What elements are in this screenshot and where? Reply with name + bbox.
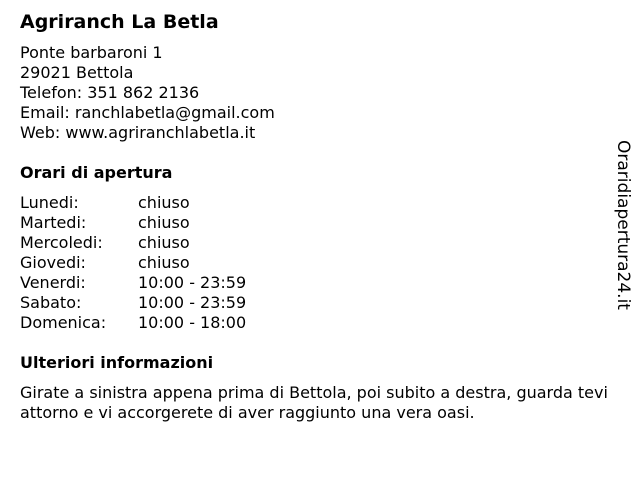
- hours-row-sabato: [20, 293, 610, 313]
- hours-day: Giovedi:: [20, 253, 86, 272]
- website-text: Web: www.agriranchlabetla.it: [20, 123, 256, 142]
- hours-time: chiuso: [138, 193, 190, 212]
- hours-heading: Orari di apertura: [20, 163, 173, 182]
- hours-time: 10:00 - 23:59: [138, 273, 247, 292]
- address-street: Ponte barbaroni 1: [20, 43, 163, 62]
- hours-time: chiuso: [138, 213, 190, 232]
- business-name: Agriranch La Betla: [20, 11, 219, 33]
- contact-block: [20, 43, 610, 143]
- hours-day: Mercoledi:: [20, 233, 103, 252]
- hours-time: 10:00 - 18:00: [138, 313, 247, 332]
- hours-time: chiuso: [138, 253, 190, 272]
- business-card: [20, 10, 610, 423]
- email-text: Email: ranchlabetla@gmail.com: [20, 103, 275, 122]
- watermark-text: Oraridiapertura24.it: [613, 140, 633, 310]
- hours-day: Lunedi:: [20, 193, 79, 212]
- hours-row-mercoledi: [20, 233, 610, 253]
- hours-day: Sabato:: [20, 293, 82, 312]
- hours-day: Venerdi:: [20, 273, 86, 292]
- hours-time: chiuso: [138, 233, 190, 252]
- hours-day: Martedi:: [20, 213, 87, 232]
- address-city: 29021 Bettola: [20, 63, 134, 82]
- hours-time: 10:00 - 23:59: [138, 293, 247, 312]
- info-text: Girate a sinistra appena prima di Bettola, poi subito a destra, guarda tevi attorno e vi accorgerete di aver raggiunto una vera oasi.: [20, 383, 608, 422]
- hours-row-venerdi: [20, 273, 610, 293]
- hours-day: Domenica:: [20, 313, 107, 332]
- hours-table: [20, 193, 610, 333]
- hours-row-martedi: [20, 213, 610, 233]
- info-heading: Ulteriori informazioni: [20, 353, 214, 372]
- hours-row-giovedi: [20, 253, 610, 273]
- hours-row-lunedi: [20, 193, 610, 213]
- phone-text: Telefon: 351 862 2136: [20, 83, 200, 102]
- hours-row-domenica: [20, 313, 610, 333]
